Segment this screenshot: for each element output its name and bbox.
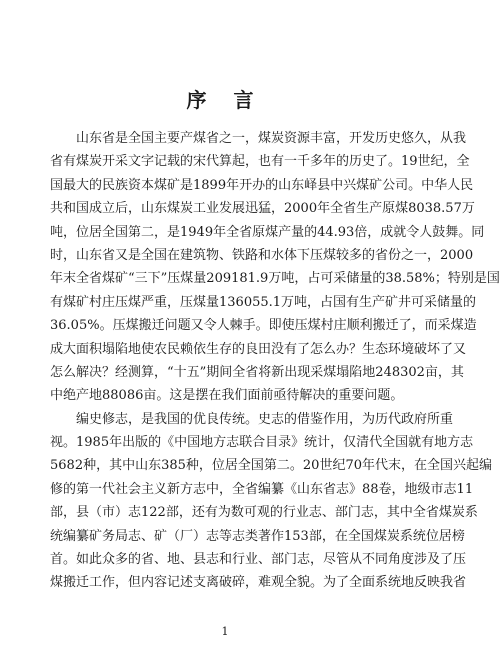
page-title: 序 言 (186, 88, 264, 112)
text-line: 年末全省煤矿“三下”压煤量209181.9万吨，占可采储量的38.58%；特别是国 (50, 271, 500, 287)
text-line: 中绝产地88086亩。这是摆在我们面前亟待解决的重要问题。 (50, 388, 404, 404)
text-line: 省有煤炭开采文字记载的宋代算起，也有一千多年的历史了。19世纪，全 (50, 154, 470, 170)
text-line: 修的第一代社会主义新方志中，全省编纂《山东省志》88卷，地级市志11 (50, 481, 474, 497)
text-line: 煤搬迁工作，但内容记述支离破碎，难观全貌。为了全面系统地反映我省 (50, 575, 467, 591)
text-line: 编史修志，是我国的优良传统。史志的借鉴作用，为历代政府所重 (76, 411, 454, 427)
text-line: 首。如此众多的省、地、县志和行业、部门志，尽管从不同角度涉及了压 (50, 552, 467, 568)
text-line: 部，县（市）志122部，还有为数可观的行业志、部门志，其中全省煤炭系 (50, 505, 478, 521)
text-line: 成大面积塌陷地使农民赖依生存的良田没有了怎么办？生态环境破坏了又 (50, 341, 467, 357)
text-line: 36.05%。压煤搬迁问题又令人棘手。即使压煤村庄顺利搬迁了，而采煤造 (50, 318, 477, 334)
text-line: 时，山东省又是全国在建筑物、铁路和水体下压煤较多的省份之一，2000 (50, 247, 474, 263)
body-text (50, 127, 500, 595)
text-line: 共和国成立后，山东煤炭工业发展迅猛，2000年全省生产原煤8038.57万 (50, 201, 475, 217)
text-line: 5682种，其中山东385种，位居全国第二。20世纪70年代末，在全国兴起编 (50, 458, 492, 474)
text-line: 有煤矿村庄压煤严重，压煤量136055.1万吨，占国有生产矿井可采储量的 (50, 294, 477, 310)
text-line: 吨，位居全国第二，是1949年全省原煤产量的44.93倍，成就令人鼓舞。同 (50, 224, 485, 240)
text-line: 统编纂矿务局志、矿（厂）志等志类著作153部，在全国煤炭系统位居榜 (50, 528, 465, 544)
text-line: 山东省是全国主要产煤省之一，煤炭资源丰富，开发历史悠久，从我 (76, 131, 467, 146)
text-line: 视。1985年出版的《中国地方志联合目录》统计，仅清代全国就有地方志 (50, 435, 474, 451)
text-line: 怎么解决？经测算，“十五”期间全省将新出现采煤塌陷地248302亩，其 (50, 364, 464, 380)
text-line: 国最大的民族资本煤矿是1899年开办的山东峄县中兴煤矿公司。中华人民 (50, 177, 474, 193)
page-number: 1 (221, 625, 229, 638)
